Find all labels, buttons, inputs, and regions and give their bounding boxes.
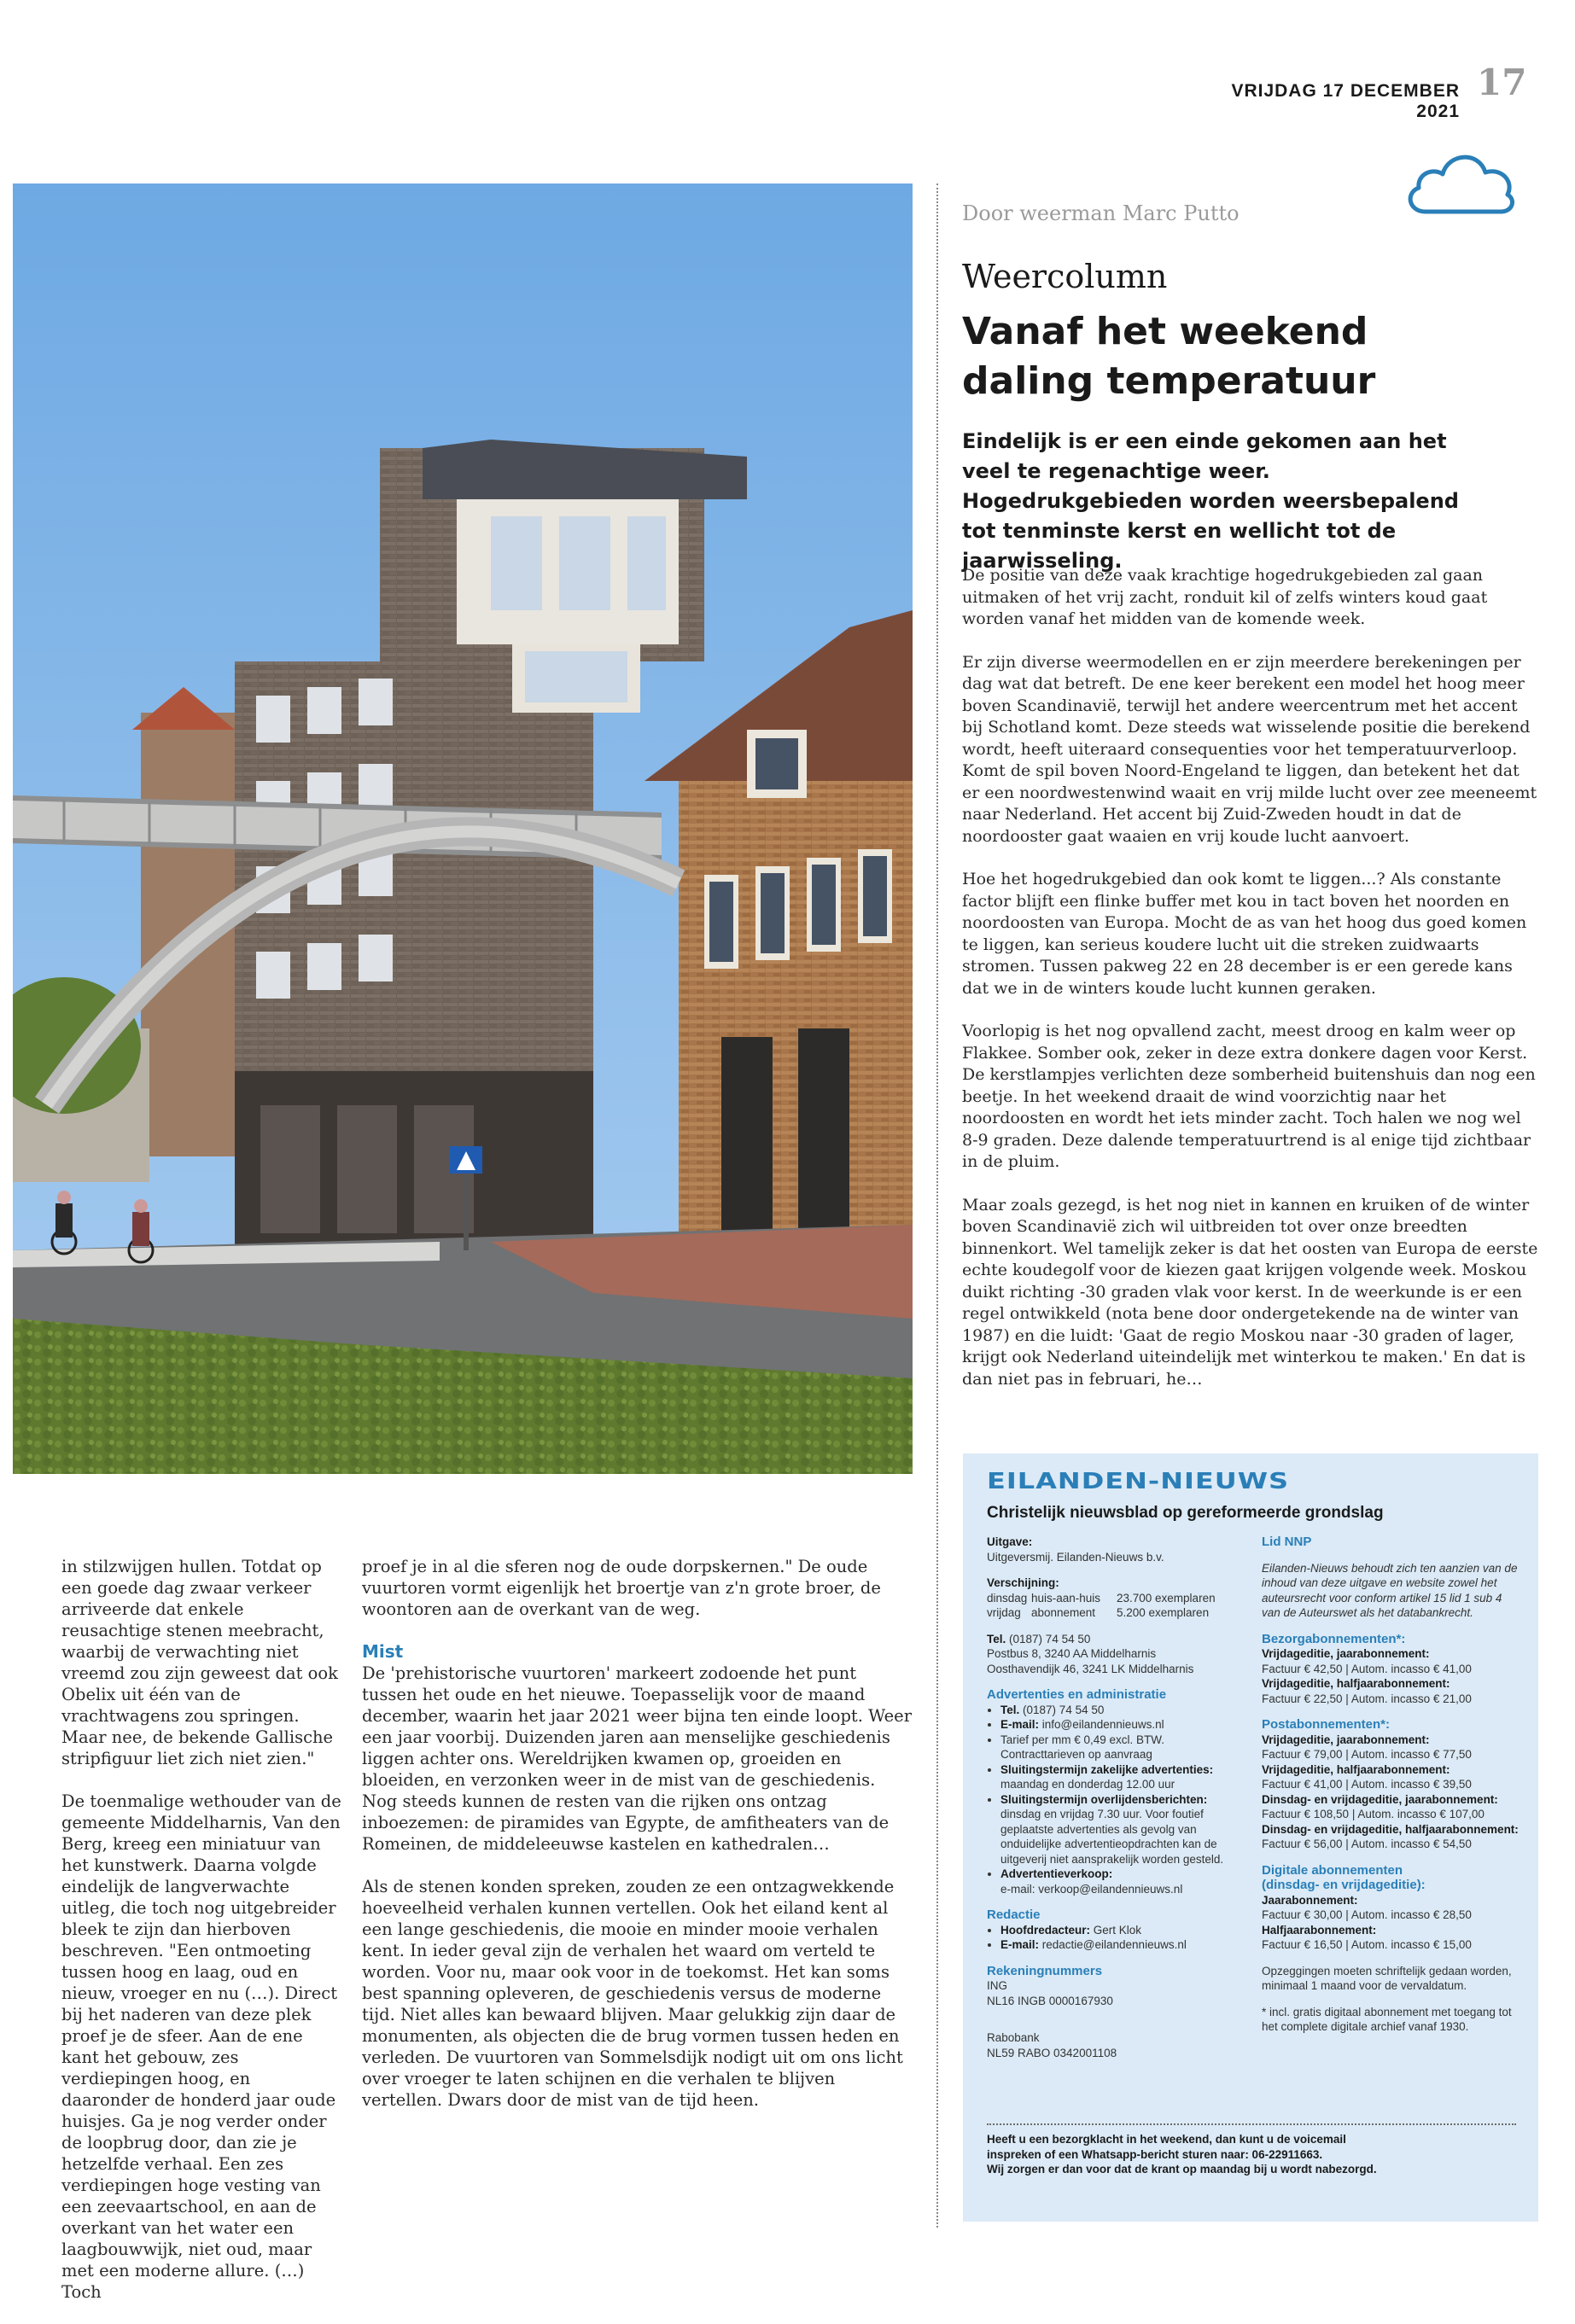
column-separator	[936, 183, 938, 2228]
post-label: Vrijdageditie, halfjaarabonnement:	[1262, 1762, 1450, 1776]
post-label: Dinsdag- en vrijdageditie, halfjaarabonnement:	[1262, 1822, 1519, 1836]
verschijning-day: dinsdag	[987, 1591, 1028, 1605]
colophon-right	[1262, 1535, 1522, 2035]
address-line: Postbus 8, 3240 AA Middelharnis	[987, 1647, 1157, 1660]
verschijning-count: 23.700 exemplaren	[1117, 1591, 1216, 1605]
adv-sluit-ov-label: Sluitingstermijn overlijdensberichten:	[1000, 1792, 1208, 1806]
adv-sluit-ov-text: onduidelijke advertentieopdrachten kan de	[1000, 1838, 1217, 1850]
bezorg-price: Factuur € 22,50 | Autom. incasso € 21,00	[1262, 1692, 1472, 1705]
article-lead: Eindelijk is er een einde gekomen aan het veel te regenachtige weer. Hogedrukgebieden worden weersbepalend tot tenminste kerst en wellicht tot de jaarwisseling.	[962, 429, 1459, 573]
adv-verkoop-email[interactable]: e-mail: verkoop@eilandennieuws.nl	[1000, 1882, 1183, 1896]
address-line: Oosthavendijk 46, 3241 LK Middelharnis	[987, 1662, 1194, 1675]
article-headline: Vanaf het weekend daling temperatuur	[962, 310, 1376, 403]
verschijning-count: 5.200 exemplaren	[1117, 1606, 1210, 1619]
story-paragraph: De toenmalige wethouder van de gemeente Middelharnis, Van den Berg, kreeg een miniatuur van het kunstwerk. Daarna volgde eindelijk de langverwachte uitleg, die toch nog uitgebreider bleek te zijn dan hierboven beschreven. "Een ontmoeting tussen hoog en laag, oud en nieuw, vroeger en nu (…). Direct bij het naderen van deze plek proef je de sfeer. Aan de ene kant het gebouw, zes verdiepingen hoog, en daaronder de honderd jaar oude huisjes. Ga je nog verder onder de loopbrug door, dan zie je hetzelfde verhaal. Een zes verdiepingen hoge vesting van een zeevaartschool, en aan de overkant van het water een laagbouwwijk, niet oud, maar met een moderne allure. (…) Toch	[61, 1791, 341, 2302]
digitaal-label: Jaarabonnement:	[1262, 1893, 1358, 1907]
hoofdred-name: Gert Klok	[1093, 1923, 1142, 1937]
adv-sluit-ov-text: uitgeverij niet aansprakelijk worden gesteld.	[1000, 1852, 1224, 1866]
colophon-left	[987, 1535, 1251, 2060]
ing-number: NL16 INGB 0000167930	[987, 1994, 1113, 2007]
adv-tarief: Tarief per mm € 0,49 excl. BTW.	[1000, 1733, 1165, 1746]
red-email-link[interactable]: redactie@eilandennieuws.nl	[1041, 1938, 1187, 1951]
bezorg-label: Vrijdageditie, halfjaarabonnement:	[1262, 1677, 1450, 1690]
tel-value: (0187) 74 54 50	[1009, 1632, 1091, 1645]
post-label: Vrijdageditie, jaarabonnement:	[1262, 1733, 1430, 1746]
rabo-number: NL59 RABO 0342001108	[987, 2046, 1117, 2059]
issue-date: VRIJDAG 17 DECEMBER 2021	[1231, 81, 1460, 121]
article-body	[962, 565, 1539, 1412]
bezorgklacht-notice	[987, 2123, 1516, 2177]
newspaper-logo: EILANDEN-NIEUWS	[987, 1468, 1290, 1494]
hoofdred-label: Hoofdredacteur:	[1000, 1923, 1091, 1937]
article-kicker: Weercolumn	[962, 258, 1168, 295]
uitgave-label: Uitgave:	[987, 1535, 1033, 1548]
story-paragraph: De 'prehistorische vuurtoren' markeert zodoende het punt tussen het oude en het nieuwe. Toepasselijk voor de maand december, waarin het jaar 2021 weer bijna ten einde loopt. Weer een jaar voorbij. Duizenden jaren aan menselijke geschiedenis liggen achter ons. Wereldrijken kwamen op, groeiden en bloeiden, en verzonken weer in de mist van de geschiedenis. Nog steeds kunnen de resten van die rijken ons ontzag inboezemen: de piramides van Egypte, de amfitheaters van de Romeinen, de middeleeuwse kastelen en kathedralen…	[362, 1663, 913, 1854]
bezorg-price: Factuur € 42,50 | Autom. incasso € 41,00	[1262, 1662, 1472, 1675]
adv-verkoop-label: Advertentieverkoop:	[1000, 1867, 1113, 1880]
digitaal-heading: Digitale abonnementen	[1262, 1862, 1403, 1878]
rabo-label: Rabobank	[987, 2031, 1040, 2044]
nnp-text: Eilanden-Nieuws behoudt zich ten aanzien van de inhoud van deze uitgave en website zowel het auteursrecht voor conform artikel 15 lid 1 sub 4 van de Auteurswet als het databankrecht.	[1262, 1561, 1518, 1619]
verschijning-label: Verschijning:	[987, 1576, 1059, 1589]
post-price: Factuur € 56,00 | Autom. incasso € 54,50	[1262, 1838, 1472, 1850]
notice-line: Heeft u een bezorgklacht in het weekend, dan kunt u de voicemail	[987, 2133, 1346, 2146]
story-column-2	[362, 1556, 913, 2132]
post-label: Dinsdag- en vrijdageditie, jaarabonnement:	[1262, 1792, 1498, 1806]
adv-sluit-ov-text: dinsdag en vrijdag 7.30 uur. Voor foutief	[1000, 1808, 1204, 1820]
notice-line: Wij zorgen er dan voor dat de krant op maandag bij u wordt nabezorgd.	[987, 2163, 1377, 2175]
notice-line: inspreken of een Whatsapp-bericht sturen naar: 06-22911663.	[987, 2147, 1323, 2161]
verschijning-row	[987, 1605, 1251, 1621]
bezorg-heading: Bezorgabonnementen*:	[1262, 1631, 1406, 1646]
nnp-heading: Lid NNP	[1262, 1535, 1312, 1549]
verschijning-type: abonnement	[1031, 1606, 1096, 1619]
post-price: Factuur € 79,00 | Autom. incasso € 77,50	[1262, 1748, 1472, 1761]
digitaal-label: Halfjaarabonnement:	[1262, 1923, 1377, 1937]
uitgave-value: Uitgeversmij. Eilanden-Nieuws b.v.	[987, 1550, 1164, 1564]
red-email-label: E-mail:	[1000, 1938, 1040, 1951]
article-byline: Door weerman Marc Putto	[962, 201, 1240, 225]
street-photo	[13, 183, 913, 1474]
rekening-heading: Rekeningnummers	[987, 1963, 1103, 1978]
newspaper-tagline: Christelijk nieuwsblad op gereformeerde grondslag	[987, 1504, 1384, 1522]
adv-sluit-ov-text: geplaatste advertenties als gevolg van	[1000, 1822, 1197, 1836]
post-price: Factuur € 108,50 | Autom. incasso € 107,00	[1262, 1808, 1485, 1820]
story-paragraph: Als de stenen konden spreken, zouden ze een ontzagwekkende hoeveelheid verhalen kunnen vertellen. Ook het eiland kent al een lange geschiedenis, die mooie en minder mooie verhalen kent. In ieder geval zijn de verhalen het waard om verteld te worden. Voor nu, maar ook voor in de toekomst. Het kan soms best spanning opleveren, de geschiedenis versus de moderne tijd. Niet alles kan bewaard blijven. Maar gelukkig zijn daar de monumenten, als objecten die de brug vormen tussen heden en verleden. De vuurtoren van Sommelsdijk nodigt uit om ons licht over vroeger te laten schijnen en die verhalen te blijven vertellen. Dwars door de mist van de tijd heen.	[362, 1877, 903, 2110]
adv-email-label: E-mail:	[1000, 1718, 1040, 1731]
digitaal-price: Factuur € 16,50 | Autom. incasso € 15,00	[1262, 1938, 1472, 1951]
post-price: Factuur € 41,00 | Autom. incasso € 39,50	[1262, 1778, 1472, 1791]
story-subhead: Mist	[362, 1641, 404, 1662]
adv-contract: Contracttarieven op aanvraag	[1000, 1748, 1152, 1761]
cloud-icon	[1400, 143, 1520, 220]
verschijning-type: huis-aan-huis	[1031, 1591, 1101, 1605]
advertenties-list	[987, 1703, 1251, 1897]
article-paragraph: Hoe het hogedrukgebied dan ook komt te liggen...? Als constante factor blijft een flinke buffer met kou in tact boven het noorden en noordoosten van Europa. Mocht de as van het hoog dus goed komen te liggen, kan serieus koudere lucht uit die streken zuidwaarts stromen. Tussen pakweg 22 en 28 december is er een gerede kans dat we in de winters koude lucht kunnen geraken.	[962, 870, 1527, 998]
opzeggen-text: Opzeggingen moeten schriftelijk gedaan worden, minimaal 1 maand voor de vervaldatum.	[1262, 1964, 1512, 1992]
tel-label: Tel.	[987, 1632, 1006, 1645]
verschijning-row	[987, 1591, 1251, 1606]
article-paragraph: Voorlopig is het nog opvallend zacht, meest droog en kalm weer op Flakkee. Somber ook, zeker in deze extra donkere dagen voor Kerst. De kerstlampjes verlichten deze somberheid buitenshuis dan nog een beetje. In het weekend draait de wind voorzichtig naar het noordoosten en wordt het iets minder zacht. Toch halen we nog wel 8-9 graden. Deze dalende temperatuurtrend is al enige tijd zichtbaar in de pluim.	[962, 1022, 1536, 1171]
post-heading: Postabonnementen*:	[1262, 1717, 1391, 1732]
adv-sluit-zak: maandag en donderdag 12.00 uur	[1000, 1778, 1175, 1791]
adv-tel: (0187) 74 54 50	[1023, 1703, 1105, 1716]
footnote-text: * incl. gratis digitaal abonnement met toegang tot het complete digitale archief vanaf 1930.	[1262, 2005, 1512, 2033]
story-paragraph: proef je in al die sferen nog de oude dorpskernen." De oude vuurtoren vormt eigenlijk het broertje van z'n grote broer, de woontoren aan de overkant van de weg.	[362, 1557, 881, 1619]
adv-tel-label: Tel.	[1000, 1703, 1020, 1716]
digitaal-price: Factuur € 30,00 | Autom. incasso € 28,50	[1262, 1908, 1472, 1921]
story-column-1	[61, 1556, 343, 2324]
advertenties-heading: Advertenties en administratie	[987, 1687, 1167, 1702]
ing-label: ING	[987, 1979, 1008, 1992]
adv-email-link[interactable]: info@eilandennieuws.nl	[1041, 1718, 1164, 1731]
article-paragraph: Er zijn diverse weermodellen en er zijn meerdere berekeningen per dag wat dat betreft. De ene keer berekent een model het hoog meer boven Scandinavië, terwijl het andere weercentrum met het accent bij Schotland komt. Deze steeds wat wisselende positie die berekend wordt, heeft uiteraard consequenties voor het temperatuurverloop. Komt de spil boven Noord-Engeland te liggen, dan betekent het dat er een noordwestenwind waait en vrij milde lucht over zee meeneemt naar Nederland. Het accent bij Zuid-Zweden houdt in dat de noordooster gaat waaien en vrij koude lucht aanvoert.	[962, 652, 1537, 846]
verschijning-day: vrijdag	[987, 1606, 1021, 1619]
article-paragraph: Maar zoals gezegd, is het nog niet in kannen en kruiken of de winter boven Scandinavië zich wil uitbreiden tot over onze breedten binnenkort. Wel tamelijk zeker is dat het oosten van Europa de eerste echte koudegolf voor de kiezen gaat krijgen volgende week. Moskou duikt richting -30 graden vlak voor kerst. In de weerkunde is er een regel ontwikkeld (nota bene door ondergetekende na de winter van 1987) en die luidt: 'Gaat de regio Moskou naar -30 graden of lager, krijgt ook Nederland uiteindelijk met winterkou te maken.' En dat is dan niet pas in februari, he…	[962, 1195, 1538, 1389]
story-paragraph: in stilzwijgen hullen. Totdat op een goede dag zwaar verkeer arriveerde dat enkele reusachtige stenen meebracht, waarbij de verwachting niet vreemd zou zijn geweest dat ook Obelix uit één van de vrachtwagens zou springen. Maar nee, de bekende Gallische stripfiguur liet zich niet zien."	[61, 1557, 338, 1768]
redactie-list	[987, 1923, 1251, 1953]
digitaal-subheading: (dinsdag- en vrijdageditie):	[1262, 1878, 1426, 1892]
adv-sluit-zak-label: Sluitingstermijn zakelijke advertenties:	[1000, 1762, 1214, 1776]
bezorg-label: Vrijdageditie, jaarabonnement:	[1262, 1647, 1430, 1660]
redactie-heading: Redactie	[987, 1908, 1041, 1922]
article-paragraph: De positie van deze vaak krachtige hogedrukgebieden zal gaan uitmaken of het vrij zacht, ronduit kil of zelfs winters koud gaat worden vanaf het midden van de komende week.	[962, 566, 1488, 628]
page-number: 17	[1477, 61, 1527, 103]
